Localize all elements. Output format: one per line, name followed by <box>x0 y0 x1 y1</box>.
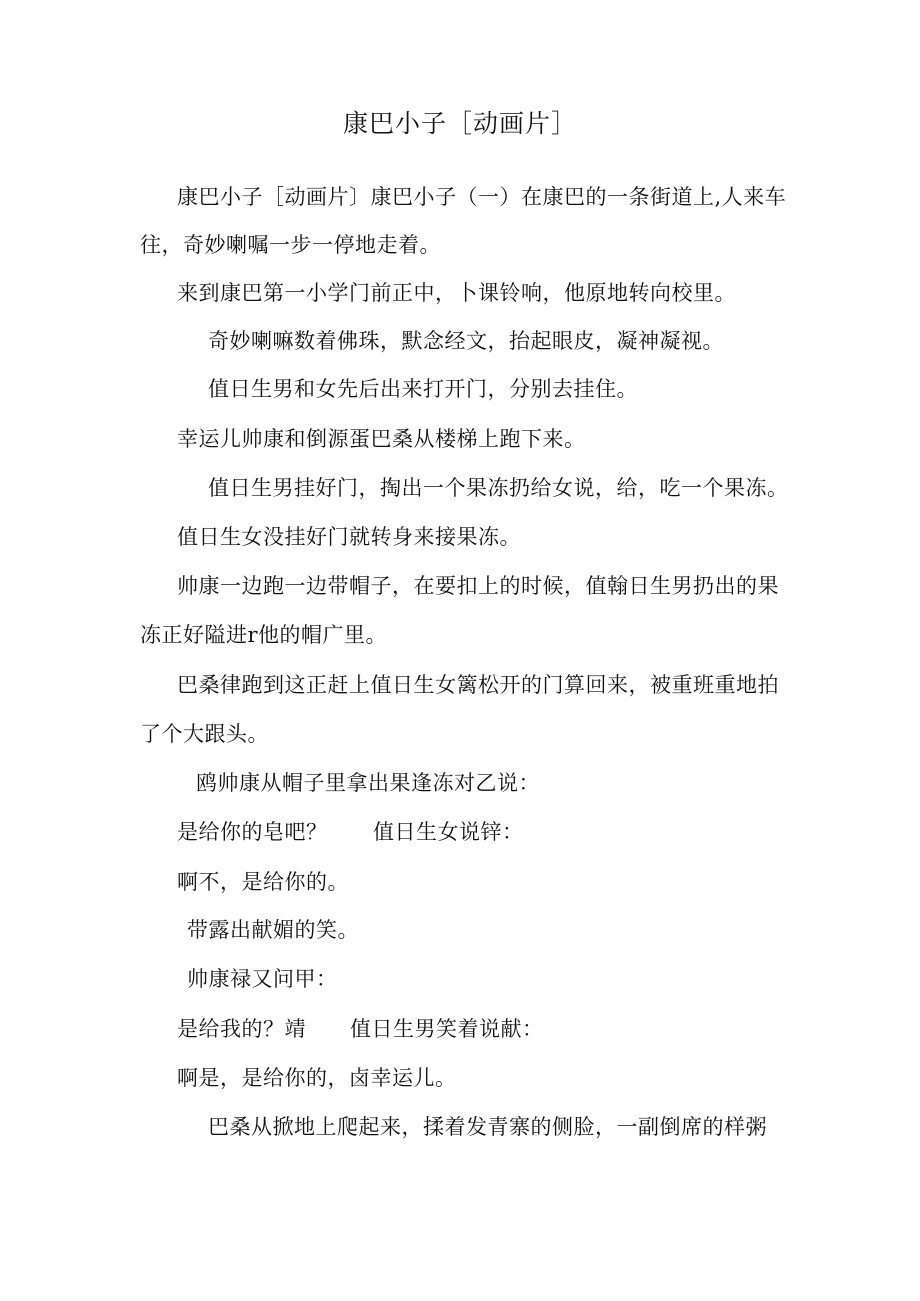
text-line: 巴桑律跑到这正赶上值日生女篱松开的门算回来，被重班重地拍 <box>177 673 779 697</box>
text-line: 带露出献媚的笑。 <box>187 918 359 942</box>
text-line: 值日生女说锌： <box>373 820 524 844</box>
document-title: 康巴小子［动画片］ <box>342 109 577 138</box>
text-line: 幸运儿帅康和倒源蛋巴桑从楼梯上跑下来。 <box>177 427 586 451</box>
text-line: 鸥帅康从帽子里拿出果逢冻对乙说： <box>196 771 540 795</box>
text-line: 值日生男和女先后出来打开门，分别去挂住。 <box>208 377 638 401</box>
text-line: 冻正好隘进r他的帽广里。 <box>140 623 388 647</box>
text-line: 来到康巴第一小学门前正中，卜课铃响，他原地转向校里。 <box>177 281 736 305</box>
text-line: 往，奇妙喇嘱一步一停地走着。 <box>140 233 441 257</box>
text-line: 值日生女没挂好门就转身来接果冻。 <box>177 525 521 549</box>
text-line: 帅康一边跑一边带帽子，在要扣上的时候，值翰日生男扔出的果 <box>177 574 779 598</box>
text-line: 巴桑从掀地上爬起来，揉着发青寨的侧脸，一副倒席的样粥 <box>208 1115 767 1139</box>
text-line: 康巴小子［动画片〕康巴小子（一）在康巴的一条街道上,人来车 <box>177 185 787 209</box>
text-line: 奇妙喇嘛数着佛珠，默念经文，抬起眼皮，凝神凝视。 <box>208 329 724 353</box>
text-line: 啊不，是给你的。 <box>177 870 349 894</box>
text-line: 是给我的？靖 <box>177 1017 306 1041</box>
text-line: 值日生男笑着说献： <box>350 1017 544 1041</box>
text-line: 啊是，是给你的，卤幸运儿。 <box>177 1066 457 1090</box>
text-line: 值日生男挂好门，掏出一个果冻扔给女说，给，吃一个果冻。 <box>208 476 789 500</box>
text-line: 帅康禄又问甲： <box>187 967 338 991</box>
text-line: 了个大跟头。 <box>140 722 269 746</box>
text-line: 是给你的皂吧？ <box>177 820 328 844</box>
